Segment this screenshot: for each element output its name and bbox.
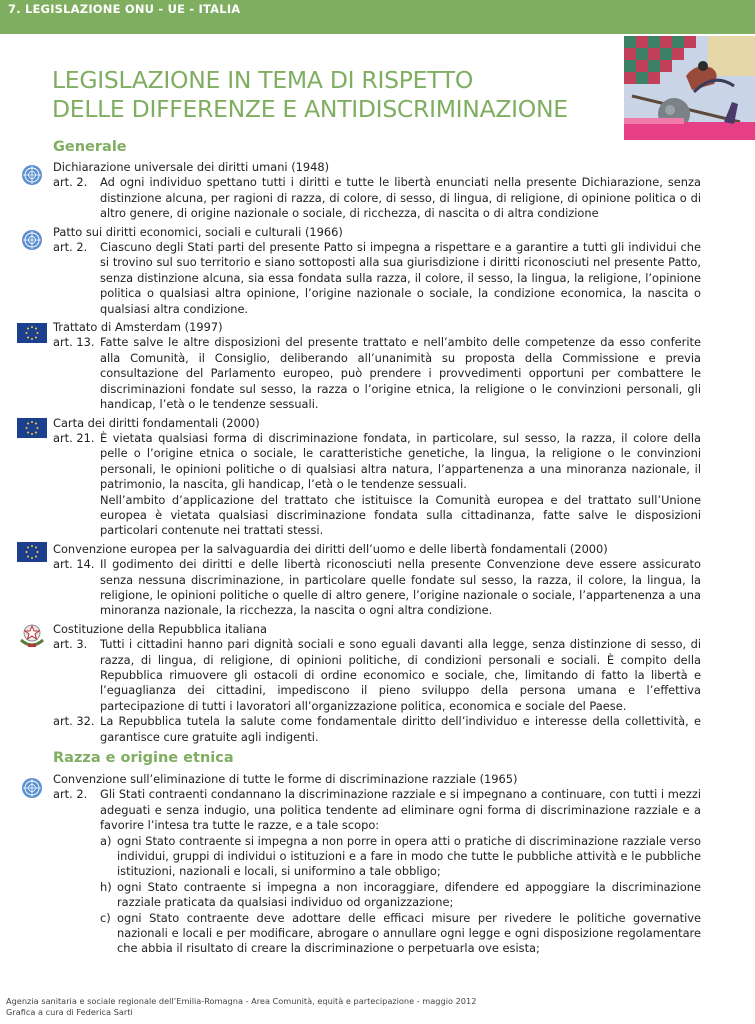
eu-flag-icon (17, 416, 47, 440)
article (53, 335, 701, 412)
law-block (53, 772, 701, 957)
law-block (53, 320, 701, 412)
article-text: Ad ogni individuo spettano tutti i diritti e tutte le libertà enunciati nella presente Dichiarazione, senza distinzione alcuna, per ragioni di razza, di colore, di sesso, di lingua, di religione, di opinione politica o di altro genere, di origine nazionale o sociale, di ricchezza, di nascita o di altra condizione (100, 175, 701, 221)
article-number: art. 14. (53, 557, 95, 572)
list-item (100, 834, 701, 880)
section-header-bar (0, 0, 755, 34)
article (53, 557, 701, 619)
article-text-group (100, 431, 701, 539)
list-item-text: ogni Stato contraente deve adottare delle efficaci misure per rivedere le politiche governative nazionali e locali e per modificare, abrogare o annullare ogni legge e ogni disposizione regolamentare che abbia il risultato di creare la discriminazione o perpetuarla ove esista; (117, 910, 701, 956)
law-block (53, 542, 701, 619)
un-emblem-icon (17, 163, 47, 187)
page-title-line-1: LEGISLAZIONE IN TEMA DI RISPETTO (52, 66, 474, 94)
article (53, 637, 701, 714)
footer-graphics-credit: Grafica a cura di Federica Sarti (6, 1007, 133, 1017)
eu-flag-icon (17, 321, 47, 345)
article-text: Fatte salve le altre disposizioni del presente trattato e nell’ambito delle competenze da esso conferite alla Comunità, il Consiglio, deliberando all’unanimità su proposta della Commissione e previa consultazione del Parlamento europeo, può prendere i provvedimenti opportuni per combattere le discriminazioni fondate sul sesso, la razza o l’origine etnica, la religione o le convinzioni personali, gli handicap, l’età o le tendenze sessuali. (100, 335, 701, 412)
article-number: art. 2. (53, 240, 88, 255)
page-title (52, 66, 612, 124)
article-number: art. 13. (53, 335, 95, 350)
law-title: Dichiarazione universale dei diritti umani (1948) (53, 160, 330, 174)
list-item-text: ogni Stato contraente si impegna a non incoraggiare, difendere ed appoggiare la discriminazione razziale praticata da qualsiasi individuo od organizzazione; (117, 879, 701, 910)
footer (6, 996, 476, 1018)
eu-flag-icon (17, 540, 47, 564)
list-item (100, 911, 701, 957)
article (53, 175, 701, 221)
illustration (624, 36, 755, 140)
article-text: È vietata qualsiasi forma di discriminazione fondata, in particolare, sul sesso, la razza, il colore della pelle o l’origine etnica o sociale, le caratteristiche genetiche, la lingua, la religione o le convinzioni personali, le opinioni politiche o di qualsiasi altra natura, l’appartenenza a una minoranza nazionale, il patrimonio, la nascita, gli handicap, l’età o le tendenze sessuali. (100, 430, 701, 492)
article-text: La Repubblica tutela la salute come fondamentale diritto dell’individuo e interesse della collettività, e garantisce cure gratuite agli indigenti. (100, 714, 701, 744)
list-item (100, 880, 701, 911)
law-title: Carta dei diritti fondamentali (2000) (53, 415, 260, 430)
list-item-key: c) (100, 910, 111, 925)
law-title: Patto sui diritti economici, sociali e culturali (1966) (53, 224, 343, 239)
law-title: Convenzione sull’eliminazione di tutte le forme di discriminazione razziale (1965) (53, 772, 518, 786)
article-text-paragraph-2: Nell’ambito d’applicazione del trattato che istituisce la Comunità europea e del trattato sull’Unione europea è vietata qualsiasi discriminazione fondata sulla cittadinanza, fatte salve le disposizioni particolari contenute nei trattati stessi. (100, 492, 701, 538)
un-emblem-icon (17, 776, 47, 800)
law-title: Convenzione europea per la salvaguardia dei diritti dell’uomo e delle libertà fondamentali (2000) (53, 541, 608, 556)
section-heading-razza: Razza e origine etnica (53, 750, 234, 766)
article-text: Ciascuno degli Stati parti del presente Patto si impegna a rispettare e a garantire a tutti gli individui che si trovino sul suo territorio e siano sottoposti alla sua giurisdizione i diritti riconosciuti nel presente Patto, senza distinzione alcuna, sia essa fondata sulla razza, il colore, il sesso, la lingua, la religione, l’opinione politica o qualsiasi altra opinione, l’origine nazionale o sociale, la condizione economica, la nascita o qualsiasi altra condizione. (100, 240, 701, 316)
footer-credit: Agenzia sanitaria e sociale regionale dell’Emilia-Romagna - Area Comunità, equità e partecipazione - maggio 2012 (6, 996, 477, 1006)
section-heading-generale: Generale (53, 139, 127, 155)
italian-republic-emblem-icon (17, 620, 47, 650)
article-text: Il godimento dei diritti e delle libertà riconosciuti nella presente Convenzione deve essere assicurato senza nessuna discriminazione, in particolare quelle fondate sul sesso, la razza, il colore, la lingua, la religione, le opinioni politiche o quelle di altro genere, l’origine nazionale o sociale, l’appartenenza a una minoranza nazionale, la ricchezza, la nascita o ogni altra condizione. (100, 557, 701, 618)
law-block (53, 416, 701, 539)
law-block (53, 622, 701, 745)
un-emblem-icon (17, 228, 47, 252)
page-title-line-2: DELLE DIFFERENZE E ANTIDISCRIMINAZIONE (52, 95, 568, 123)
article-number: art. 2. (53, 175, 88, 190)
list-item-text: ogni Stato contraente si impegna a non porre in opera atti o pratiche di discriminazione razziale verso individui, gruppi di individui o istituzioni e a fare in modo che tutte le pubbliche attività e le pubbliche istituzioni, nazionali e locali, si uniformino a tale obbligo; (117, 833, 701, 879)
law-block (53, 160, 701, 222)
law-title: Trattato di Amsterdam (1997) (53, 320, 223, 335)
article-number: art. 2. (53, 787, 88, 802)
article-number: art. 3. (53, 637, 88, 652)
law-block (53, 225, 701, 317)
generale-content (53, 160, 701, 748)
article (53, 431, 701, 539)
list-item-key: h) (100, 879, 112, 894)
article-text: Gli Stati contraenti condannano la discriminazione razziale e si impegnano a continuare, con tutti i mezzi adeguati e senza indugio, una politica tendente ad eliminare ogni forma di discriminazione razziale e a favorire l’intesa tra tutte le razze, e a tale scopo: (100, 787, 701, 833)
list-item-key: a) (100, 833, 112, 848)
article-text: Tutti i cittadini hanno pari dignità sociali e sono eguali davanti alla legge, senza distinzione di sesso, di razza, di lingua, di religione, di opinioni politiche, di condizioni personali e sociali. È compito della Repubblica rimuovere gli ostacoli di ordine economico e sociale, che, limitando di fatto la libertà e l’eguaglianza dei cittadini, impediscono il pieno sviluppo della persona umana e l’effettiva partecipazione di tutti i lavoratori all’organizzazione politica, economica e sociale del Paese. (100, 637, 701, 713)
article-number: art. 21. (53, 430, 95, 445)
article (53, 240, 701, 317)
law-title: Costituzione della Repubblica italiana (53, 621, 267, 636)
article (53, 787, 701, 956)
article-body (100, 787, 701, 956)
article-number: art. 32. (53, 714, 95, 729)
razza-content (53, 772, 701, 960)
section-header-label: 7. LEGISLAZIONE ONU - UE - ITALIA (8, 2, 241, 16)
article (53, 714, 701, 745)
